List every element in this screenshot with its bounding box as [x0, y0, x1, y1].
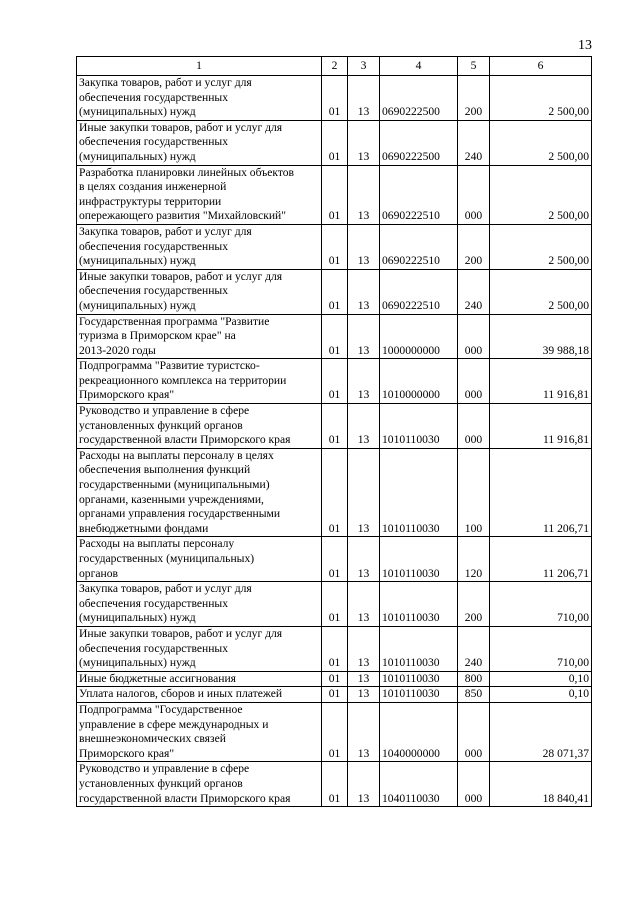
amount-cell: 710,00: [490, 626, 592, 671]
amount-cell: 2 500,00: [490, 165, 592, 224]
table-row: [77, 702, 592, 761]
row-name-cell: Государственная программа "Развитие туризма в Приморском крае" на 2013-2020 годы: [77, 314, 322, 359]
target-article-cell: 0690222510: [380, 165, 458, 224]
table-row: [77, 359, 592, 404]
target-article-cell: 1010110030: [380, 671, 458, 687]
target-article-cell: 0690222500: [380, 120, 458, 165]
table-row: [77, 120, 592, 165]
column-header: 2: [322, 57, 348, 76]
page-number: 13: [578, 38, 592, 53]
row-name-cell: Руководство и управление в сфере установленных функций органов государственной власти Приморского края: [77, 762, 322, 807]
expense-type-cell: 200: [458, 582, 490, 627]
subsection-code-cell: 13: [348, 359, 380, 404]
amount-cell: 2 500,00: [490, 269, 592, 314]
target-article-cell: 1010110030: [380, 582, 458, 627]
amount-cell: 0,10: [490, 687, 592, 703]
subsection-code-cell: 13: [348, 165, 380, 224]
row-name-cell: Руководство и управление в сфере установленных функций органов государственной власти Приморского края: [77, 404, 322, 449]
row-name-cell: Расходы на выплаты персоналу государственных (муниципальных) органов: [77, 537, 322, 582]
expense-type-cell: 240: [458, 626, 490, 671]
section-code-cell: 01: [322, 359, 348, 404]
subsection-code-cell: 13: [348, 120, 380, 165]
table-row: [77, 165, 592, 224]
column-header: 6: [490, 57, 592, 76]
expense-type-cell: 850: [458, 687, 490, 703]
table-row: [77, 537, 592, 582]
target-article-cell: 1010110030: [380, 404, 458, 449]
table-row: [77, 626, 592, 671]
section-code-cell: 01: [322, 537, 348, 582]
amount-cell: 2 500,00: [490, 224, 592, 269]
amount-cell: 18 840,41: [490, 762, 592, 807]
table-header-row: [77, 57, 592, 76]
column-header: 5: [458, 57, 490, 76]
section-code-cell: 01: [322, 626, 348, 671]
table-row: [77, 269, 592, 314]
expense-type-cell: 000: [458, 404, 490, 449]
section-code-cell: 01: [322, 120, 348, 165]
table-row: [77, 404, 592, 449]
expense-type-cell: 000: [458, 762, 490, 807]
target-article-cell: 0690222500: [380, 76, 458, 121]
expense-type-cell: 200: [458, 224, 490, 269]
section-code-cell: 01: [322, 269, 348, 314]
section-code-cell: 01: [322, 76, 348, 121]
table-row: [77, 671, 592, 687]
target-article-cell: 1010110030: [380, 687, 458, 703]
row-name-cell: Подпрограмма "Развитие туристско- рекреационного комплекса на территории Приморского края": [77, 359, 322, 404]
amount-cell: 28 071,37: [490, 702, 592, 761]
subsection-code-cell: 13: [348, 537, 380, 582]
table-row: [77, 76, 592, 121]
row-name-cell: Расходы на выплаты персоналу в целях обеспечения выполнения функций государственными (муниципальными) органами, казенными учреждениями, органами управления государственными внебюджетными фондами: [77, 448, 322, 537]
amount-cell: 11 916,81: [490, 359, 592, 404]
expense-type-cell: 000: [458, 165, 490, 224]
row-name-cell: Закупка товаров, работ и услуг для обеспечения государственных (муниципальных) нужд: [77, 76, 322, 121]
target-article-cell: 1010110030: [380, 448, 458, 537]
section-code-cell: 01: [322, 702, 348, 761]
target-article-cell: 1010110030: [380, 537, 458, 582]
table-row: [77, 224, 592, 269]
amount-cell: 2 500,00: [490, 76, 592, 121]
target-article-cell: 1040110030: [380, 762, 458, 807]
target-article-cell: 1040000000: [380, 702, 458, 761]
expense-type-cell: 000: [458, 702, 490, 761]
table-row: [77, 687, 592, 703]
subsection-code-cell: 13: [348, 702, 380, 761]
column-header: 3: [348, 57, 380, 76]
budget-table: [76, 56, 592, 807]
target-article-cell: 1010000000: [380, 359, 458, 404]
expense-type-cell: 120: [458, 537, 490, 582]
amount-cell: 11 916,81: [490, 404, 592, 449]
subsection-code-cell: 13: [348, 687, 380, 703]
table-row: [77, 582, 592, 627]
section-code-cell: 01: [322, 448, 348, 537]
table-body: [77, 76, 592, 807]
row-name-cell: Иные закупки товаров, работ и услуг для обеспечения государственных (муниципальных) нужд: [77, 120, 322, 165]
expense-type-cell: 000: [458, 359, 490, 404]
subsection-code-cell: 13: [348, 224, 380, 269]
subsection-code-cell: 13: [348, 626, 380, 671]
section-code-cell: 01: [322, 671, 348, 687]
amount-cell: 39 988,18: [490, 314, 592, 359]
table-row: [77, 448, 592, 537]
section-code-cell: 01: [322, 165, 348, 224]
row-name-cell: Иные закупки товаров, работ и услуг для обеспечения государственных (муниципальных) нужд: [77, 269, 322, 314]
row-name-cell: Иные закупки товаров, работ и услуг для обеспечения государственных (муниципальных) нужд: [77, 626, 322, 671]
target-article-cell: 0690222510: [380, 269, 458, 314]
target-article-cell: 1010110030: [380, 626, 458, 671]
section-code-cell: 01: [322, 582, 348, 627]
row-name-cell: Разработка планировки линейных объектов в целях создания инженерной инфраструктуры территории опережающего развития "Михайловский": [77, 165, 322, 224]
section-code-cell: 01: [322, 404, 348, 449]
amount-cell: 11 206,71: [490, 537, 592, 582]
row-name-cell: Уплата налогов, сборов и иных платежей: [77, 687, 322, 703]
expense-type-cell: 200: [458, 76, 490, 121]
subsection-code-cell: 13: [348, 269, 380, 314]
expense-type-cell: 000: [458, 314, 490, 359]
subsection-code-cell: 13: [348, 76, 380, 121]
row-name-cell: Подпрограмма "Государственное управление в сфере международных и внешнеэкономических связей Приморского края": [77, 702, 322, 761]
column-header: 4: [380, 57, 458, 76]
expense-type-cell: 100: [458, 448, 490, 537]
amount-cell: 710,00: [490, 582, 592, 627]
expense-type-cell: 240: [458, 120, 490, 165]
amount-cell: 2 500,00: [490, 120, 592, 165]
section-code-cell: 01: [322, 224, 348, 269]
row-name-cell: Иные бюджетные ассигнования: [77, 671, 322, 687]
section-code-cell: 01: [322, 314, 348, 359]
expense-type-cell: 800: [458, 671, 490, 687]
target-article-cell: 0690222510: [380, 224, 458, 269]
subsection-code-cell: 13: [348, 762, 380, 807]
subsection-code-cell: 13: [348, 582, 380, 627]
table-row: [77, 314, 592, 359]
subsection-code-cell: 13: [348, 448, 380, 537]
target-article-cell: 1000000000: [380, 314, 458, 359]
column-header: 1: [77, 57, 322, 76]
section-code-cell: 01: [322, 762, 348, 807]
table-row: [77, 762, 592, 807]
amount-cell: 11 206,71: [490, 448, 592, 537]
subsection-code-cell: 13: [348, 671, 380, 687]
section-code-cell: 01: [322, 687, 348, 703]
subsection-code-cell: 13: [348, 404, 380, 449]
row-name-cell: Закупка товаров, работ и услуг для обеспечения государственных (муниципальных) нужд: [77, 224, 322, 269]
amount-cell: 0,10: [490, 671, 592, 687]
expense-type-cell: 240: [458, 269, 490, 314]
subsection-code-cell: 13: [348, 314, 380, 359]
row-name-cell: Закупка товаров, работ и услуг для обеспечения государственных (муниципальных) нужд: [77, 582, 322, 627]
